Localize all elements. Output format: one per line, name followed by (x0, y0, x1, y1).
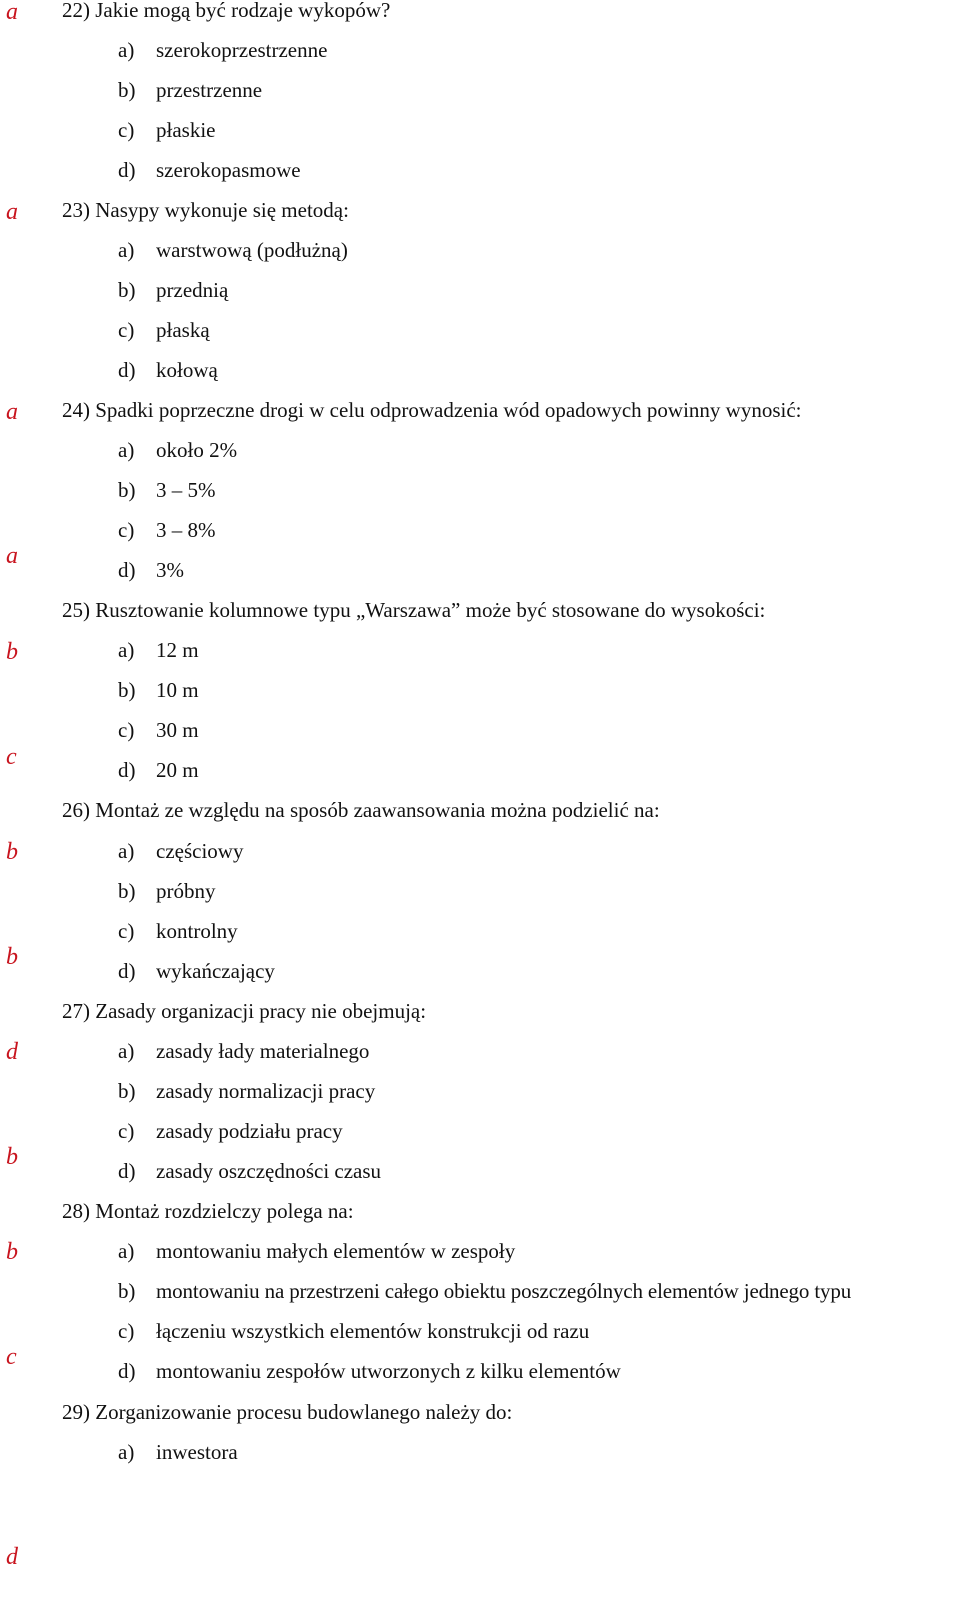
answer-option (118, 640, 199, 661)
option-text: kontrolny (156, 919, 238, 943)
answer-option (118, 280, 228, 301)
option-letter: a) (118, 438, 135, 462)
option-letter: d) (118, 1159, 136, 1183)
answer-mark: b (6, 1144, 18, 1170)
answer-option (118, 320, 210, 341)
question-number: 24) (62, 398, 90, 422)
option-letter: b) (118, 278, 136, 302)
answer-mark: c (6, 1344, 17, 1370)
question-number: 27) (62, 999, 90, 1023)
option-letter: b) (118, 1279, 136, 1303)
option-text: montowaniu zespołów utworzonych z kilku elementów (156, 1359, 621, 1383)
option-text: próbny (156, 879, 216, 903)
option-text: 30 m (156, 718, 199, 742)
option-text: szerokopasmowe (156, 158, 301, 182)
option-text: kołową (156, 358, 218, 382)
option-text: 3 – 8% (156, 518, 216, 542)
option-text: szerokoprzestrzenne (156, 38, 328, 62)
answer-mark: a (6, 0, 18, 25)
answer-option (118, 40, 327, 61)
answer-option (118, 120, 215, 141)
answer-option (118, 841, 243, 862)
option-letter: a) (118, 839, 135, 863)
option-text: zasady oszczędności czasu (156, 1159, 382, 1183)
answer-option (118, 680, 199, 701)
option-letter: a) (118, 38, 135, 62)
option-text: przestrzenne (156, 78, 263, 102)
option-letter: d) (118, 1359, 136, 1383)
answer-mark: b (6, 944, 18, 970)
option-letter: a) (118, 1440, 135, 1464)
answer-option (118, 1241, 515, 1262)
question-heading (62, 400, 801, 421)
option-letter: a) (118, 1039, 135, 1063)
option-letter: c) (118, 718, 135, 742)
option-text: montowaniu na przestrzeni całego obiektu poszczególnych elementów jednego typu (156, 1279, 852, 1303)
answer-option (118, 760, 199, 781)
answer-mark: b (6, 639, 18, 665)
answer-mark: c (6, 744, 17, 770)
option-letter: c) (118, 1119, 135, 1143)
answer-mark: b (6, 839, 18, 865)
option-text: zasady łady materialnego (156, 1039, 370, 1063)
answer-option (118, 520, 216, 541)
answer-option (118, 881, 216, 902)
option-text: 3 – 5% (156, 478, 216, 502)
answer-mark: a (6, 543, 18, 569)
answer-option (118, 1281, 851, 1302)
answer-option (118, 961, 275, 982)
option-letter: d) (118, 758, 136, 782)
option-letter: b) (118, 78, 136, 102)
question-text: Zorganizowanie procesu budowlanego należy do: (95, 1400, 513, 1424)
answer-option (118, 1442, 238, 1463)
option-text: montowaniu małych elementów w zespoły (156, 1239, 516, 1263)
answer-mark: d (6, 1544, 18, 1570)
answer-mark: a (6, 199, 18, 225)
answer-option (118, 1361, 621, 1382)
question-text: Jakie mogą być rodzaje wykopów? (95, 0, 391, 22)
answer-mark: d (6, 1039, 18, 1065)
question-heading (62, 0, 390, 21)
question-heading (62, 1201, 354, 1222)
option-text: łączeniu wszystkich elementów konstrukcji od razu (156, 1319, 590, 1343)
option-letter: d) (118, 959, 136, 983)
question-number: 28) (62, 1199, 90, 1223)
question-number: 29) (62, 1400, 90, 1424)
option-letter: b) (118, 1079, 136, 1103)
option-text: 10 m (156, 678, 199, 702)
option-text: inwestora (156, 1440, 238, 1464)
question-text: Montaż ze względu na sposób zaawansowania można podzielić na: (95, 798, 660, 822)
option-text: warstwową (podłużną) (156, 238, 348, 262)
option-text: 12 m (156, 638, 199, 662)
option-letter: a) (118, 638, 135, 662)
question-heading (62, 800, 660, 821)
option-text: przednią (156, 278, 229, 302)
question-number: 25) (62, 598, 90, 622)
answer-option (118, 360, 218, 381)
option-letter: d) (118, 558, 136, 582)
question-heading (62, 1402, 512, 1423)
option-text: płaskie (156, 118, 216, 142)
option-letter: a) (118, 238, 135, 262)
option-text: wykańczający (156, 959, 275, 983)
option-text: częściowy (156, 839, 244, 863)
option-text: zasady podziału pracy (156, 1119, 343, 1143)
option-text: 20 m (156, 758, 199, 782)
question-text: Montaż rozdzielczy polega na: (95, 1199, 354, 1223)
question-number: 22) (62, 0, 90, 22)
answer-option (118, 160, 301, 181)
option-letter: c) (118, 318, 135, 342)
option-letter: c) (118, 118, 135, 142)
answer-option (118, 480, 216, 501)
answer-option (118, 720, 199, 741)
option-letter: c) (118, 518, 135, 542)
option-text: zasady normalizacji pracy (156, 1079, 376, 1103)
question-text: Zasady organizacji pracy nie obejmują: (95, 999, 427, 1023)
option-letter: b) (118, 678, 136, 702)
answer-mark: b (6, 1239, 18, 1265)
option-letter: d) (118, 358, 136, 382)
answer-option (118, 80, 262, 101)
question-text: Spadki poprzeczne drogi w celu odprowadzenia wód opadowych powinny wynosić: (95, 398, 802, 422)
question-heading (62, 600, 765, 621)
answer-option (118, 1041, 369, 1062)
option-text: 3% (156, 558, 184, 582)
option-letter: a) (118, 1239, 135, 1263)
answer-option (118, 1161, 381, 1182)
question-text: Nasypy wykonuje się metodą: (95, 198, 349, 222)
answer-option (118, 240, 348, 261)
answer-option (118, 560, 184, 581)
answer-option (118, 1121, 343, 1142)
question-number: 23) (62, 198, 90, 222)
question-heading (62, 1001, 426, 1022)
option-letter: d) (118, 158, 136, 182)
question-number: 26) (62, 798, 90, 822)
question-text: Rusztowanie kolumnowe typu „Warszawa” może być stosowane do wysokości: (95, 598, 766, 622)
option-letter: b) (118, 879, 136, 903)
answer-mark: a (6, 399, 18, 425)
option-letter: c) (118, 919, 135, 943)
option-letter: c) (118, 1319, 135, 1343)
option-text: około 2% (156, 438, 238, 462)
question-heading (62, 200, 349, 221)
answer-option (118, 921, 238, 942)
answer-option (118, 1081, 375, 1102)
answer-option (118, 440, 237, 461)
option-text: płaską (156, 318, 210, 342)
answer-option (118, 1321, 589, 1342)
option-letter: b) (118, 478, 136, 502)
